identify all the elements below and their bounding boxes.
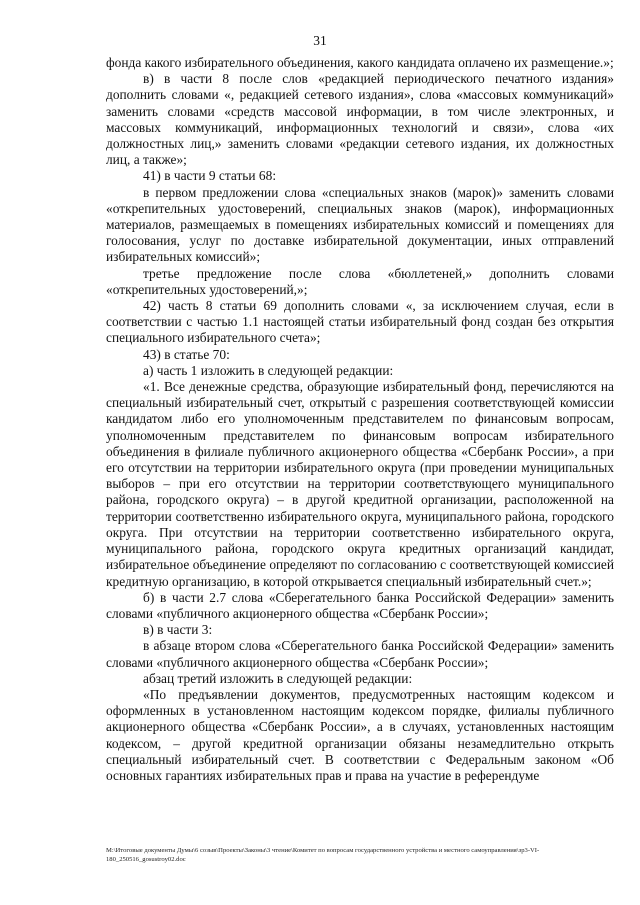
paragraph: 41) в части 9 статьи 68: <box>143 168 277 184</box>
paragraph: 42) часть 8 статьи 69 дополнить словами «, за исключением случая, если в соответствии с частью 1.1 настоящей статьи избирательный фонд создан без открытия специального избирательного счета»; <box>106 298 614 346</box>
paragraph: «По предъявлении документов, предусмотренных настоящим кодексом и оформленных в установленном настоящим кодексом порядке, филиалы публичного акционерного общества «Сбербанк России», а в случаях, установленных настоящим кодексом, – другой кредитной организации обязаны незамедлительно открыть специальный избирательный счет. В соответствии с Федеральным законом «Об основных гарантиях избирательных прав и права на участие в референдуме <box>106 686 614 783</box>
paragraph: в абзаце втором слова «Сберегательного банка Российской Федерации» заменить словами «публичного акционерного общества «Сбербанк России»; <box>106 638 614 670</box>
paragraph: а) часть 1 изложить в следующей редакции: <box>143 362 394 378</box>
paragraph: 43) в статье 70: <box>143 346 230 362</box>
paragraph: б) в части 2.7 слова «Сберегательного банка Российской Федерации» заменить словами «публичного акционерного общества «Сбербанк России»; <box>106 589 614 621</box>
document-body <box>106 55 614 784</box>
page-number: 31 <box>313 33 327 48</box>
paragraph: фонда какого избирательного объединения, какого кандидата оплачено их размещение.»; <box>106 55 614 70</box>
paragraph: абзац третий изложить в следующей редакции: <box>143 670 413 686</box>
paragraph: «1. Все денежные средства, образующие избирательный фонд, перечисляются на специальный избирательный счет, открытый с разрешения соответствующей комиссии кандидатом либо его уполномоченным представителем по финансовым вопросам, уполномоченным представителем по финансовым вопросам избирательного объединения в филиале публичного акционерного общества «Сбербанк России», а при его отсутствии на территории избирательного округа (при проведении муниципальных выборов – при его отсутствии на территории соответствующего муниципального района, городского округа) – в другой кредитной организации, расположенной на территории соответственно избирательного округа, муниципального района, городского округа. При отсутствии на территории соответственно избирательного округа, муниципального района, городского округа кредитных организаций кандидат, избирательное объединение определяют по согласованию с соответствующей комиссией кредитную организацию, в которой открывается специальный избирательный счет.»; <box>106 379 614 589</box>
paragraph: в первом предложении слова «специальных знаков (марок)» заменить словами «открепительных удостоверений, специальных знаков (марок), информационных материалов, размещаемых в помещениях избирательных комиссий и помещениях для голосования, услуг по доставке избирательной документации, иных отправлений избирательных комиссий»; <box>106 184 614 265</box>
paragraph: в) в части 3: <box>143 622 213 638</box>
paragraph: третье предложение после слова «бюллетеней,» дополнить словами «открепительных удостоверений,»; <box>106 265 614 297</box>
paragraph: в) в части 8 после слов «редакцией периодического печатного издания» дополнить словами «, редакцией сетевого издания», слова «массовых коммуникаций» заменить словами «средств массовой информации, в том числе электронных, и массовых коммуникаций, информационных технологий и связи», слова «их должностных лиц,» заменить словами «редакции сетевого издания, их должностных лиц, а также»; <box>106 71 614 168</box>
file-path-footer: М:\Итоговые документы Думы\6 созыв\Проекты\Законы\3 чтение\Комитет по вопросам государственного устройства и местного самоуправления\зр3-VI-180_250516_gosustroy02.doc <box>106 847 540 863</box>
